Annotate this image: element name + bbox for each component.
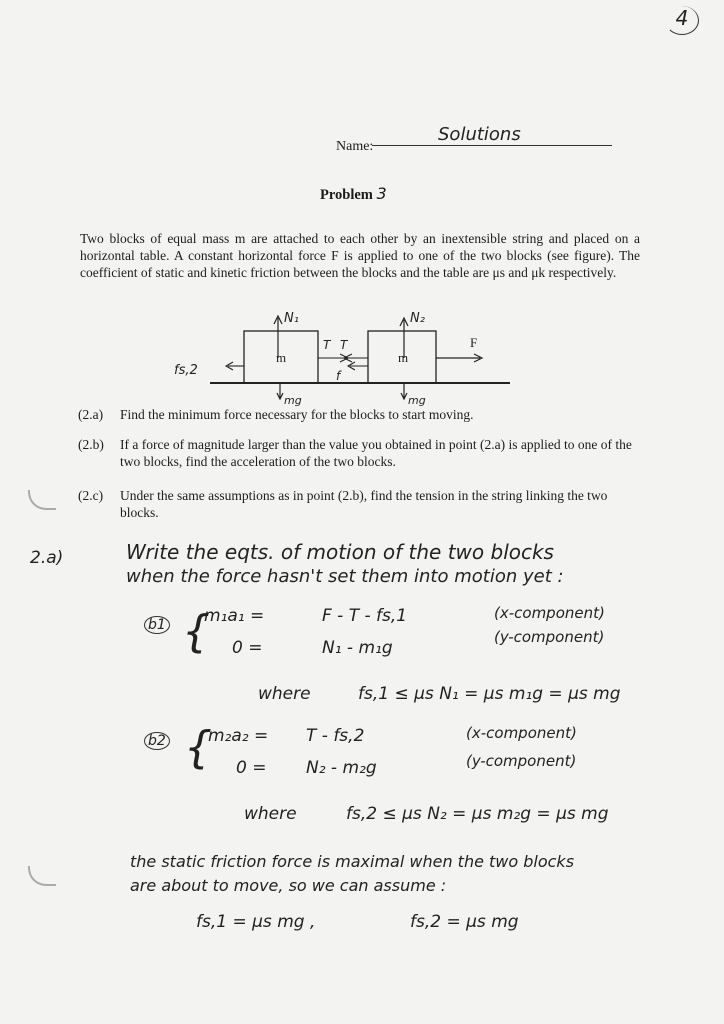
question-label: (2.c) [78, 488, 104, 503]
question-label: (2.b) [78, 437, 104, 452]
page-number: 4 [665, 6, 699, 35]
solution-intro-2: when the force hasn't set them into motion yet : [126, 566, 564, 587]
question-2a [78, 406, 644, 423]
b2-eq1-rhs: T - fs,2 [306, 726, 365, 746]
final-fs2: fs,2 = μs mg [410, 912, 519, 932]
name-underline [372, 145, 612, 146]
t2-label: T [340, 338, 348, 352]
n2-label: N₂ [410, 311, 425, 326]
question-label: (2.a) [78, 407, 104, 422]
b2-where: where [244, 804, 297, 824]
b1-eq2-rhs: N₁ - m₁g [322, 638, 393, 658]
block-2-label: m [398, 350, 409, 365]
question-text: If a force of magnitude larger than the value you obtained in point (2.a) is applied to one of the two blocks, find the acceleration of the two blocks. [120, 437, 632, 469]
b1-condition: fs,1 ≤ μs N₁ = μs m₁g = μs mg [358, 684, 621, 704]
fs1-label: f [336, 369, 341, 383]
b1-brace: { [182, 606, 210, 657]
t1-label: T [323, 338, 331, 352]
b1-eq2-note: (y-component) [494, 628, 605, 646]
binder-hole [28, 490, 56, 510]
b2-condition: fs,2 ≤ μs N₂ = μs m₂g = μs mg [346, 804, 609, 824]
n1-label: N₁ [284, 311, 299, 326]
name-value: Solutions [438, 124, 521, 145]
conclusion-1: the static friction force is maximal when the two blocks [130, 852, 575, 871]
problem-statement: Two blocks of equal mass m are attached to each other by an inextensible string and placed on a horizontal table. A constant horizontal force F is applied to one of the two blocks (see figure). The coefficient of static and kinetic friction between the blocks and the table are μs and μk respectively. [80, 231, 640, 280]
solution-intro-1: Write the eqts. of motion of the two blocks [126, 540, 554, 564]
b1-eq2-lhs: 0 = [232, 638, 263, 658]
b2-eq1-lhs: m₂a₂ = [208, 726, 269, 746]
problem-prefix: Problem [320, 187, 373, 203]
b2-eq1-note: (x-component) [466, 724, 577, 742]
b1-tag: b1 [144, 614, 170, 634]
b2-eq2-rhs: N₂ - m₂g [306, 758, 377, 778]
mg2-label: mg [408, 394, 426, 406]
b2-eq2-note: (y-component) [466, 752, 577, 770]
b2-tag: b2 [144, 730, 170, 750]
f-label: F [470, 335, 478, 350]
b1-eq1-rhs: F - T - fs,1 [322, 606, 408, 626]
final-fs1: fs,1 = μs mg , [196, 912, 316, 932]
question-2b [78, 436, 644, 470]
block-1-label: m [276, 350, 287, 365]
problem-title [320, 184, 387, 204]
force-diagram [170, 300, 530, 406]
b2-eq2-lhs: 0 = [236, 758, 267, 778]
question-2c [78, 487, 644, 521]
b1-eq1-note: (x-component) [494, 604, 605, 622]
b2-brace: { [184, 722, 212, 773]
question-text: Under the same assumptions as in point (2.b), find the tension in the string linking the two blocks. [120, 488, 608, 520]
mg1-label: mg [284, 394, 302, 406]
conclusion-2: are about to move, so we can assume : [130, 876, 447, 895]
fs2-label: fs,2 [174, 363, 198, 378]
problem-number: 3 [376, 184, 387, 203]
b1-where: where [258, 684, 311, 704]
solution-tag: 2.a) [30, 548, 64, 568]
binder-hole [28, 866, 56, 886]
question-text: Find the minimum force necessary for the blocks to start moving. [120, 407, 474, 422]
b1-eq1-lhs: m₁a₁ = [204, 606, 265, 626]
name-label: Name: [336, 139, 374, 154]
